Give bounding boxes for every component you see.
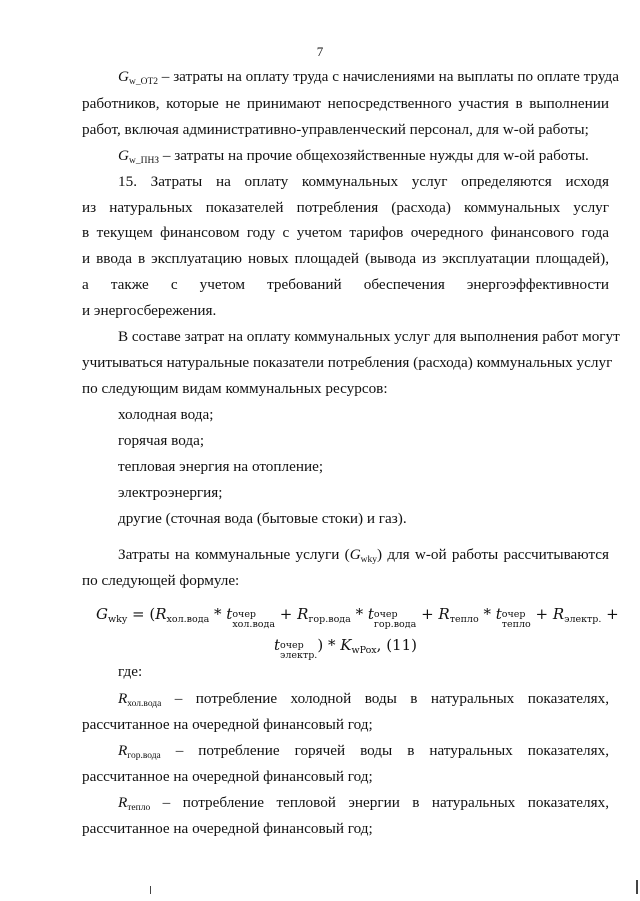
formula-subscript: wPox — [351, 645, 377, 656]
paragraph-line: и энергосбережения. — [82, 302, 217, 319]
paragraph-line: по следующей формуле: — [82, 572, 240, 589]
paragraph-line — [118, 147, 609, 170]
formula-script — [232, 610, 275, 630]
formula-script — [502, 610, 531, 630]
page-number: 7 — [316, 44, 324, 59]
symbol-subscript: хол.вода — [127, 699, 162, 709]
formula-operator: * — [478, 605, 496, 623]
formula-subscript: хол.вода — [166, 614, 210, 625]
formula-symbol: R — [552, 605, 565, 623]
formula-superscript: очер — [232, 609, 257, 620]
formula-symbol: R — [297, 605, 309, 623]
formula-operator: + — [530, 605, 553, 623]
symbol: R — [118, 690, 128, 707]
formula-script — [280, 641, 317, 661]
list-item: электроэнергия; — [118, 484, 223, 501]
formula-symbol: t — [274, 636, 281, 654]
definition-line: рассчитанное на очередной финансовый год; — [82, 768, 373, 785]
formula-operator: + — [416, 605, 439, 623]
paragraph-line: работ, включая административно-управленческий персонал, для w-ой работы; — [82, 121, 589, 138]
list-item: горячая вода; — [118, 432, 205, 449]
formula-operator: + — [601, 605, 619, 623]
paragraph-line: и ввода в эксплуатацию новых площадей (вывода из эксплуатации площадей), — [82, 250, 609, 267]
paragraph-line: учитываться натуральные показатели потребления (расхода) коммунальных услуг — [82, 354, 613, 371]
list-item: другие (сточная вода (бытовые стоки) и газ). — [118, 510, 407, 527]
formula-number: , (11) — [376, 636, 417, 654]
formula-subscript: тепло — [449, 614, 479, 625]
definition-line — [118, 794, 609, 817]
formula-script — [374, 610, 416, 630]
formula-superscript: очер — [501, 609, 526, 620]
formula-operator: = ( — [127, 605, 156, 623]
text: Затраты на коммунальные услуги ( — [118, 546, 350, 563]
paragraph-line: из натуральных показателей потребления (расхода) коммунальных услуг — [82, 199, 609, 216]
definition-line — [118, 690, 609, 713]
formula-superscript: очер — [373, 609, 398, 620]
symbol-subscript: w_ОТ2 — [128, 77, 158, 87]
paragraph-line: работников, которые не принимают непосредственного участия в выполнении — [82, 95, 609, 112]
formula-symbol: t — [226, 605, 233, 623]
symbol: G — [349, 546, 361, 563]
symbol: R — [118, 794, 128, 811]
definition-line: рассчитанное на очередной финансовый год; — [82, 716, 373, 733]
formula-subscript: гор.вода — [308, 614, 351, 625]
formula-operator: * — [209, 605, 227, 623]
formula-subscript: электр. — [564, 614, 602, 625]
symbol-subscript: w_ПНЗ — [128, 156, 160, 166]
list-item: холодная вода; — [118, 406, 214, 423]
formula-line — [82, 636, 609, 661]
text: – затраты на прочие общехозяйственные нужды для w-ой работы. — [159, 147, 589, 164]
list-item: тепловая энергия на отопление; — [118, 458, 324, 475]
text: – потребление горячей воды в натуральных показателях, — [160, 742, 609, 759]
formula-symbol: t — [367, 605, 374, 623]
paragraph-line: где: — [118, 663, 143, 680]
formula-subscript: wky — [107, 614, 128, 625]
formula-subscript: электр. — [280, 650, 318, 661]
scan-artifact — [636, 880, 638, 894]
formula-operator: + — [275, 605, 298, 623]
symbol-subscript: гор.вода — [127, 751, 161, 761]
symbol-subscript: wky — [360, 555, 378, 565]
formula-symbol: K — [340, 636, 352, 654]
text: – затраты на оплату труда с начислениями на выплаты по оплате труда — [158, 68, 619, 85]
formula-symbol: G — [96, 605, 108, 623]
formula-subscript: гор.вода — [373, 619, 417, 630]
formula-symbol: R — [155, 605, 167, 623]
formula-symbol: t — [495, 605, 502, 623]
scan-artifact — [150, 886, 151, 894]
formula-line — [96, 605, 619, 630]
definition-line: рассчитанное на очередной финансовый год; — [82, 820, 373, 837]
formula-subscript: тепло — [501, 619, 531, 630]
formula-subscript: хол.вода — [232, 619, 276, 630]
paragraph-line: в текущем финансовом году с учетом тарифов очередного финансового года — [82, 224, 609, 241]
symbol: G — [118, 147, 129, 164]
paragraph-line: по следующим видам коммунальных ресурсов: — [82, 380, 388, 397]
symbol: G — [118, 68, 129, 85]
text: ) для w-ой работы рассчитываются — [377, 546, 609, 563]
paragraph-line: а также с учетом требований обеспечения энергоэффективности — [82, 276, 609, 293]
paragraph-line — [118, 546, 609, 569]
definition-line — [118, 742, 609, 765]
formula-superscript: очер — [280, 640, 304, 651]
formula-operator: ) * — [317, 636, 341, 654]
paragraph-line — [118, 68, 619, 91]
text: – потребление тепловой энергии в натуральных показателях, — [150, 794, 609, 811]
symbol: R — [118, 742, 128, 759]
paragraph-line: В составе затрат на оплату коммунальных услуг для выполнения работ могут — [118, 328, 620, 345]
formula-symbol: R — [438, 605, 450, 623]
formula-operator: * — [350, 605, 368, 623]
symbol-subscript: тепло — [127, 803, 151, 813]
paragraph-line: 15. Затраты на оплату коммунальных услуг определяются исходя — [118, 173, 609, 190]
text: – потребление холодной воды в натуральных показателях, — [161, 690, 609, 707]
